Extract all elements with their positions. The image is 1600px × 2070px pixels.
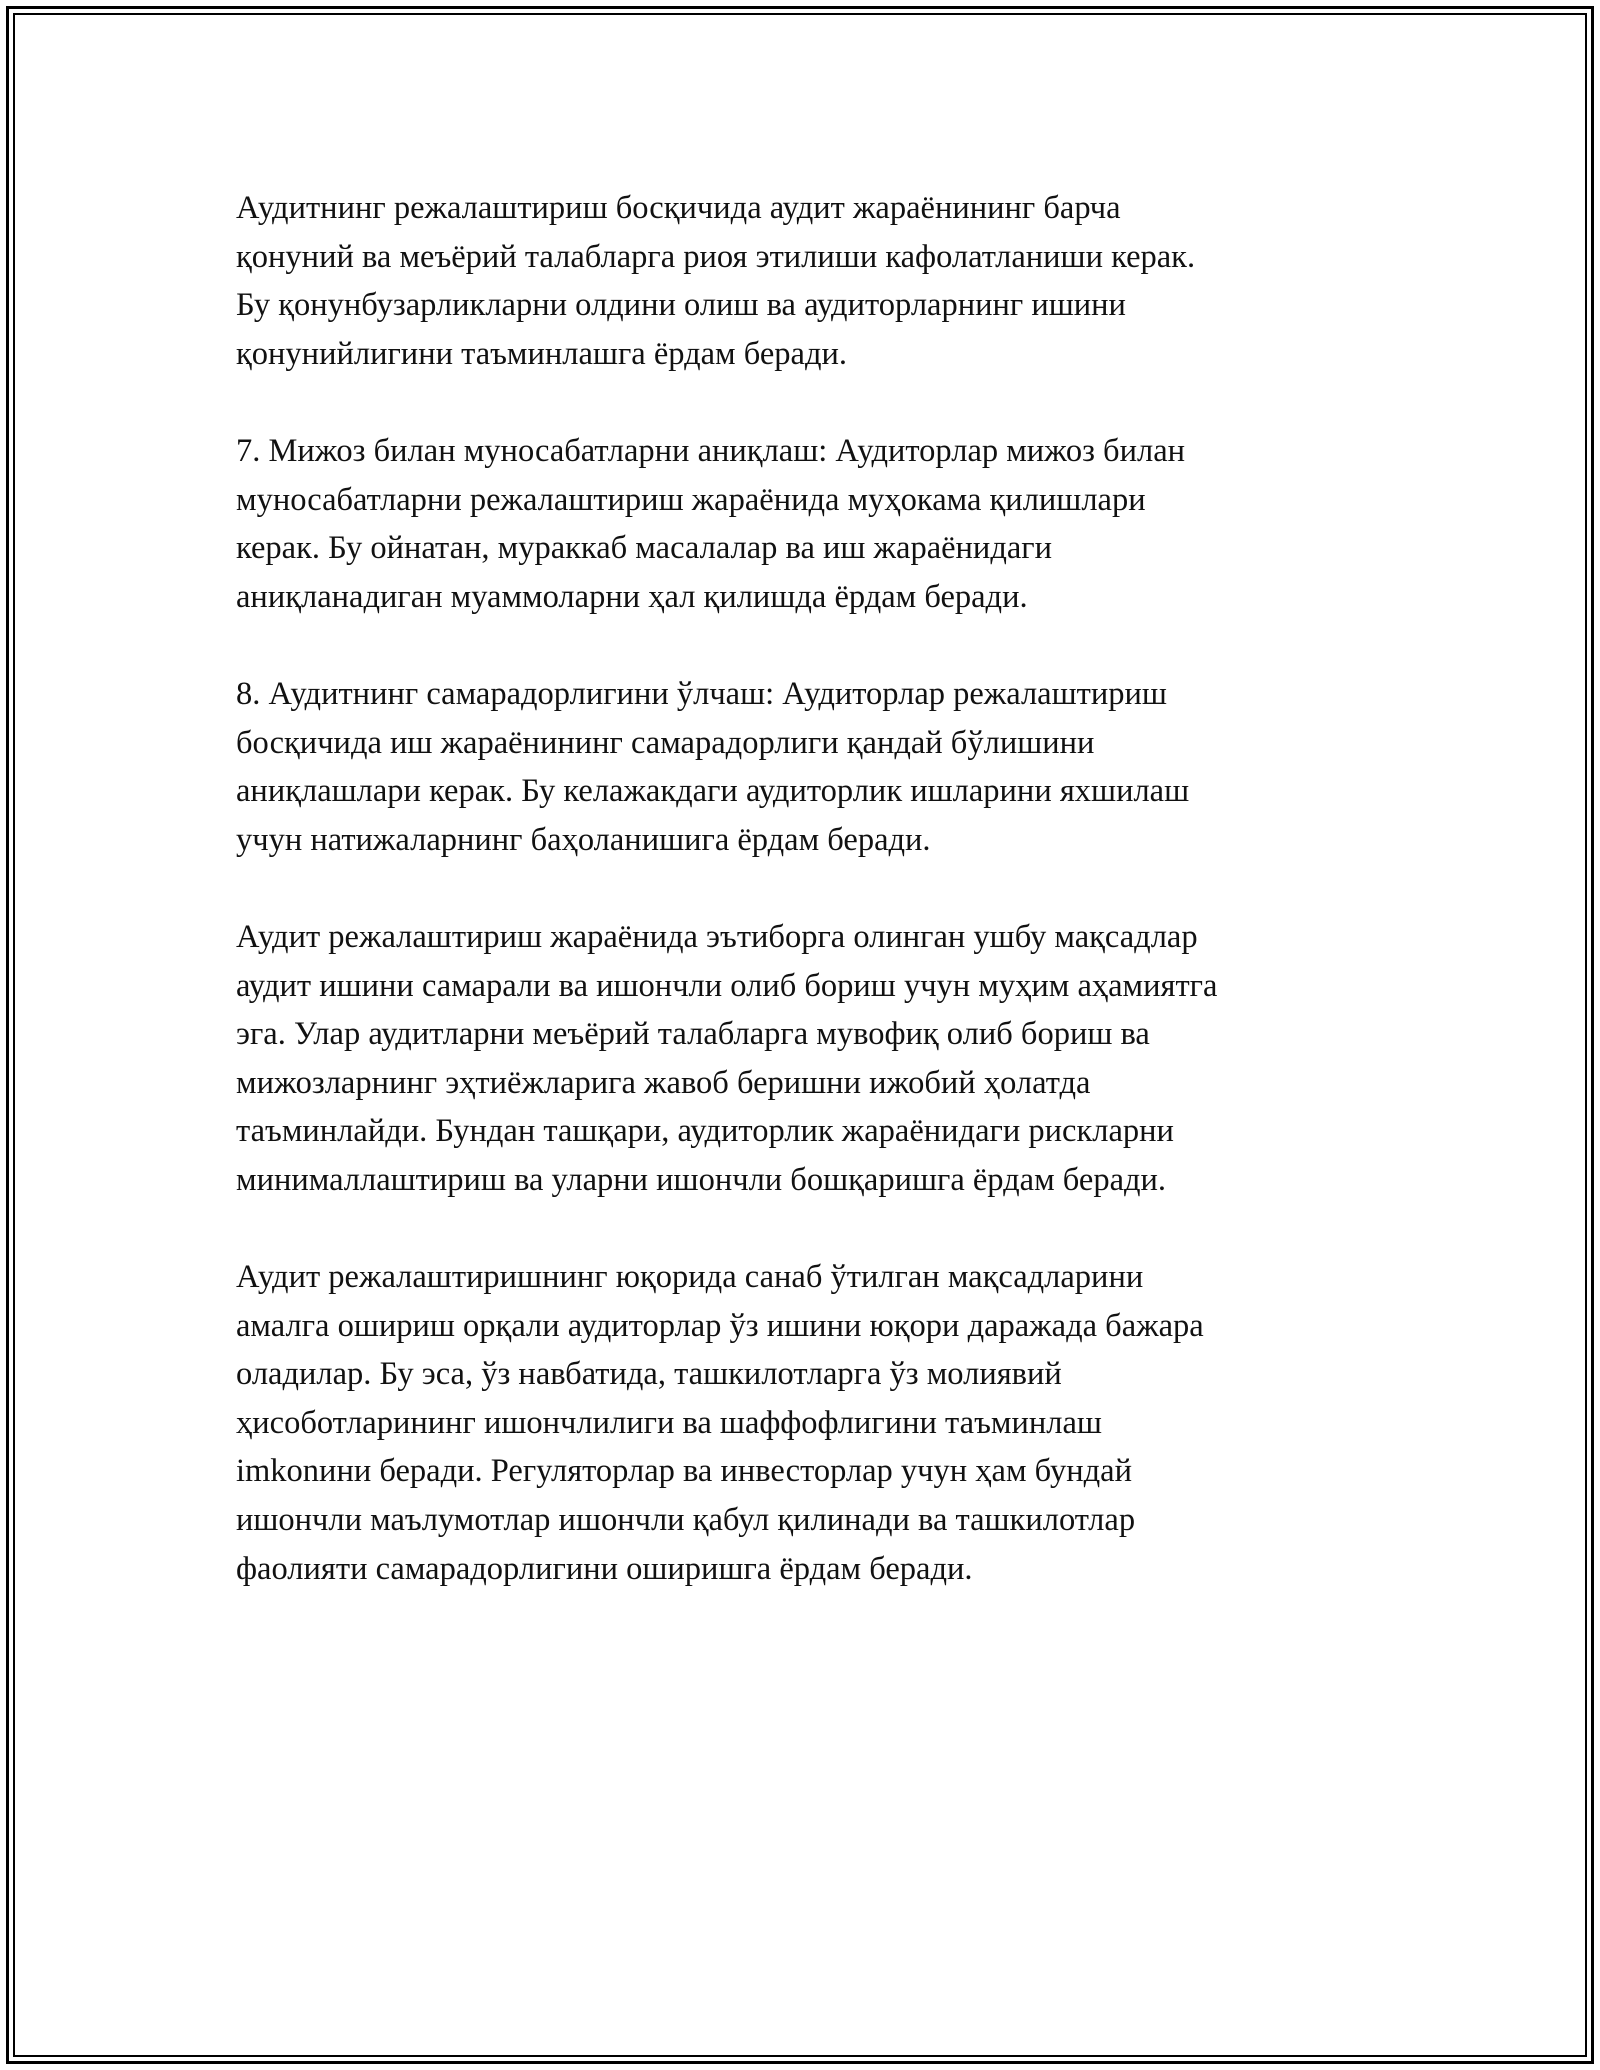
text-line: таъминлайди. Бундан ташқари, аудиторлик жараёнидаги рискларни xyxy=(236,1113,1174,1150)
text-line: Аудит режалаштиришнинг юқорида санаб ўтилган мақсадларини xyxy=(236,1259,1144,1296)
paragraph-2 xyxy=(236,427,1386,621)
text-line: қонуний ва меъёрий талабларга риоя этилиши кафолатланиши керак. xyxy=(236,238,1196,275)
text-line: қонунийлигини таъминлашга ёрдам беради. xyxy=(236,335,847,372)
paragraph-5 xyxy=(236,1253,1386,1593)
paragraph-1 xyxy=(236,184,1386,378)
text-line: ҳисоботларининг ишончлилиги ва шаффофлигини таъминлаш xyxy=(236,1404,1102,1441)
text-line: амалга ошириш орқали аудиторлар ўз ишини юқори даражада бажара xyxy=(236,1307,1204,1344)
text-line: мижозларнинг эҳтиёжларига жавоб беришни ижобий ҳолатда xyxy=(236,1064,1091,1101)
text-line: аудит ишини самарали ва ишончли олиб бориш учун муҳим аҳамиятга xyxy=(236,967,1218,1004)
text-line: Аудит режалаштириш жараёнида эътиборга олинган ушбу мақсадлар xyxy=(236,918,1198,955)
text-line: босқичида иш жараёнининг самарадорлиги қандай бўлишини xyxy=(236,724,1095,761)
text-line: Бу қонунбузарликларни олдини олиш ва аудиторларнинг ишини xyxy=(236,287,1126,324)
text-line: минималлаштириш ва уларни ишончли бошқаришга ёрдам беради. xyxy=(236,1161,1167,1198)
text-line: аниқланадиган муаммоларни ҳал қилишда ёрдам беради. xyxy=(236,578,1028,615)
text-line: imkonини беради. Регуляторлар ва инвесторлар учун ҳам бундай xyxy=(236,1453,1132,1490)
document-body xyxy=(236,184,1386,1642)
text-line: керак. Бу ойнатан, мураккаб масалалар ва иш жараёнидаги xyxy=(236,530,1053,567)
text-line: фаолияти самарадорлигини оширишга ёрдам беради. xyxy=(236,1550,973,1587)
text-line: аниқлашлари керак. Бу келажакдаги аудиторлик ишларини яхшилаш xyxy=(236,773,1190,810)
text-line: 8. Аудитнинг самарадорлигини ўлчаш: Аудиторлар режалаштириш xyxy=(236,675,1167,712)
text-line: оладилар. Бу эса, ўз навбатида, ташкилотларга ўз молиявий xyxy=(236,1356,1062,1393)
paragraph-3 xyxy=(236,670,1386,864)
paragraph-4 xyxy=(236,913,1386,1205)
text-line: муносабатларни режалаштириш жараёнида муҳокама қилишлари xyxy=(236,481,1146,518)
text-line: эга. Улар аудитларни меъёрий талабларга мувофиқ олиб бориш ва xyxy=(236,1016,1150,1053)
text-line: ишончли маълумотлар ишончли қабул қилинади ва ташкилотлар xyxy=(236,1502,1136,1539)
text-line: Аудитнинг режалаштириш босқичида аудит жараёнининг барча xyxy=(236,190,1121,226)
text-line: 7. Мижоз билан муносабатларни аниқлаш: Аудиторлар мижоз билан xyxy=(236,432,1186,469)
text-line: учун натижаларнинг баҳоланишига ёрдам беради. xyxy=(236,821,931,858)
